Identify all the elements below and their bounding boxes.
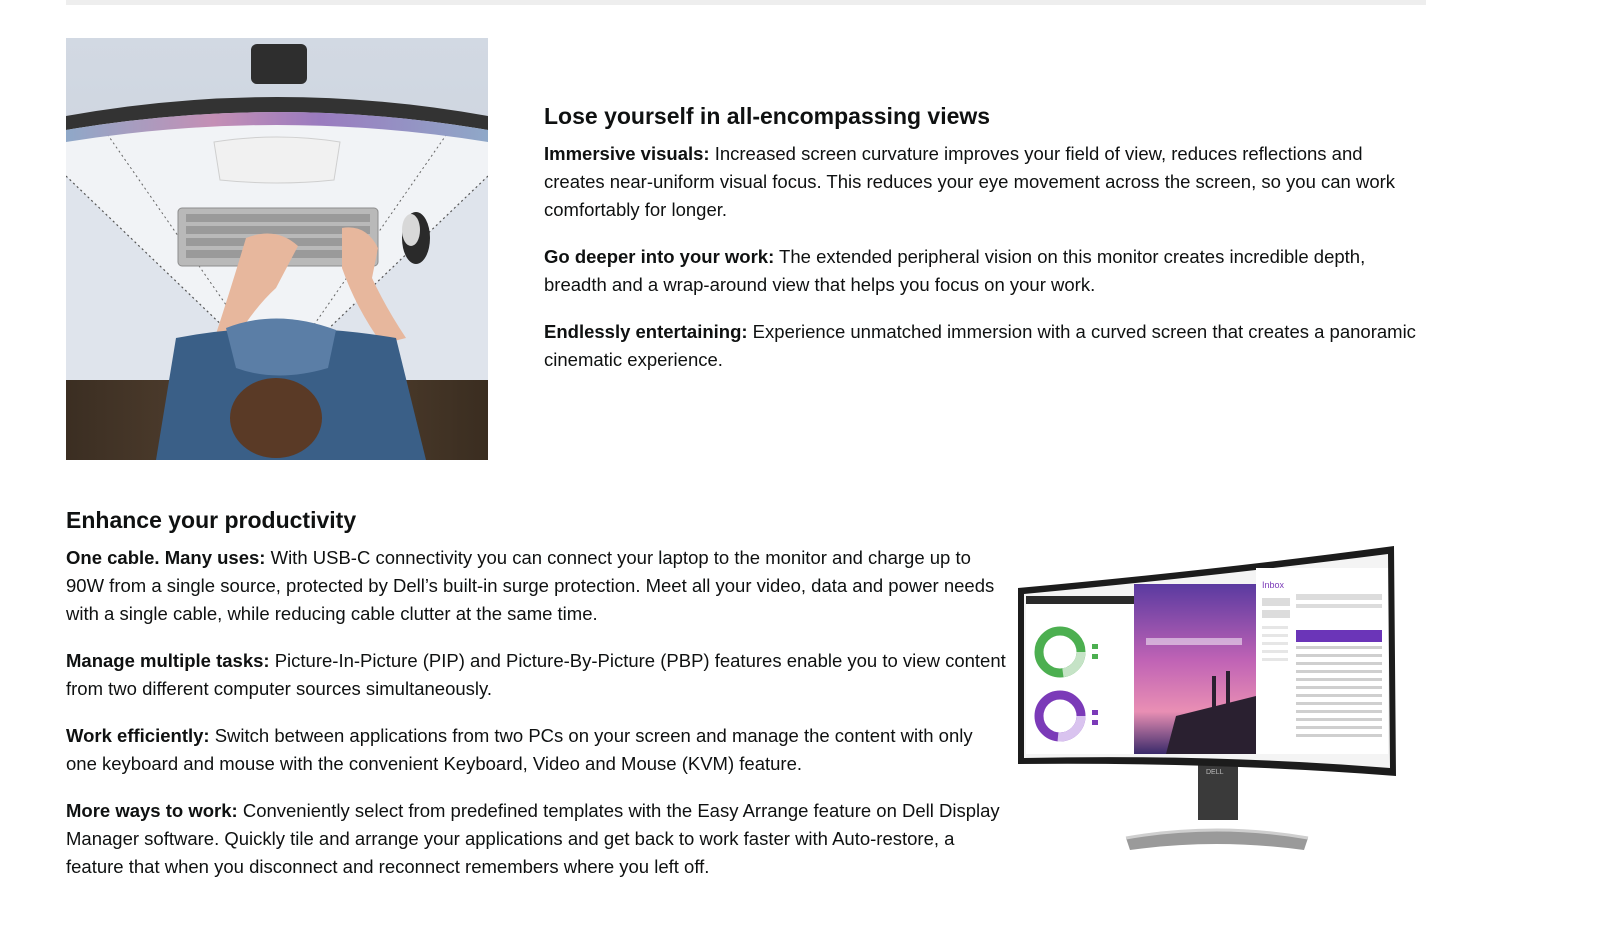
feature-text: Picture-In-Picture (PIP) and Picture-By-Picture (PBP) features enable you to view content from two different computer sources simultaneously. <box>66 650 1006 699</box>
feature-label: More ways to work: <box>66 800 238 821</box>
desk-overhead-image <box>66 38 488 460</box>
brand-logo: DELL <box>1206 769 1224 776</box>
views-text-block <box>544 100 1424 393</box>
feature-text: Experience unmatched immersion with a curved screen that creates a panoramic cinematic experience. <box>544 321 1416 370</box>
feature-paragraph <box>544 140 1424 224</box>
top-divider <box>66 0 1426 5</box>
feature-paragraph <box>66 544 1006 628</box>
productivity-text-block <box>66 504 1006 900</box>
section-heading-productivity: Enhance your productivity <box>66 507 357 533</box>
feature-label: Manage multiple tasks: <box>66 650 270 671</box>
feature-paragraph <box>66 647 1006 703</box>
feature-text: Switch between applications from two PCs on your screen and manage the content with only one keyboard and mouse with the convenient Keyboard, Video and Mouse (KVM) feature. <box>66 725 973 774</box>
feature-text: The extended peripheral vision on this monitor creates incredible depth, breadth and a wrap-around view that helps you focus on your work. <box>544 246 1366 295</box>
feature-label: One cable. Many uses: <box>66 547 266 568</box>
feature-paragraph <box>66 722 1006 778</box>
section-heading-views: Lose yourself in all-encompassing views <box>544 103 991 129</box>
feature-module-views <box>66 38 1426 460</box>
feature-paragraph <box>66 797 1006 881</box>
feature-text: With USB-C connectivity you can connect your laptop to the monitor and charge up to 90W from a single source, protected by Dell’s built-in surge protection. Meet all your video, data and power needs with a single cable, while reducing cable clutter at the same time. <box>66 547 995 624</box>
feature-label: Work efficiently: <box>66 725 210 746</box>
feature-label: Endlessly entertaining: <box>544 321 748 342</box>
feature-text: Increased screen curvature improves your field of view, reduces reflections and creates near-uniform visual focus. This reduces your eye movement across the screen, so you can work comfortably for longer. <box>544 143 1396 220</box>
inbox-label: Inbox <box>1262 580 1285 590</box>
feature-label: Go deeper into your work: <box>544 246 775 267</box>
feature-paragraph <box>544 243 1424 299</box>
feature-paragraph <box>544 318 1424 374</box>
feature-label: Immersive visuals: <box>544 143 710 164</box>
feature-module-productivity <box>66 504 1426 904</box>
curved-monitor-image <box>1016 546 1416 856</box>
feature-text: Conveniently select from predefined templates with the Easy Arrange feature on Dell Display Manager software. Quickly tile and arrange your applications and get back to work faster with Auto-restore, a feature that when you disconnect and reconnect remembers where you left off. <box>66 800 1000 877</box>
